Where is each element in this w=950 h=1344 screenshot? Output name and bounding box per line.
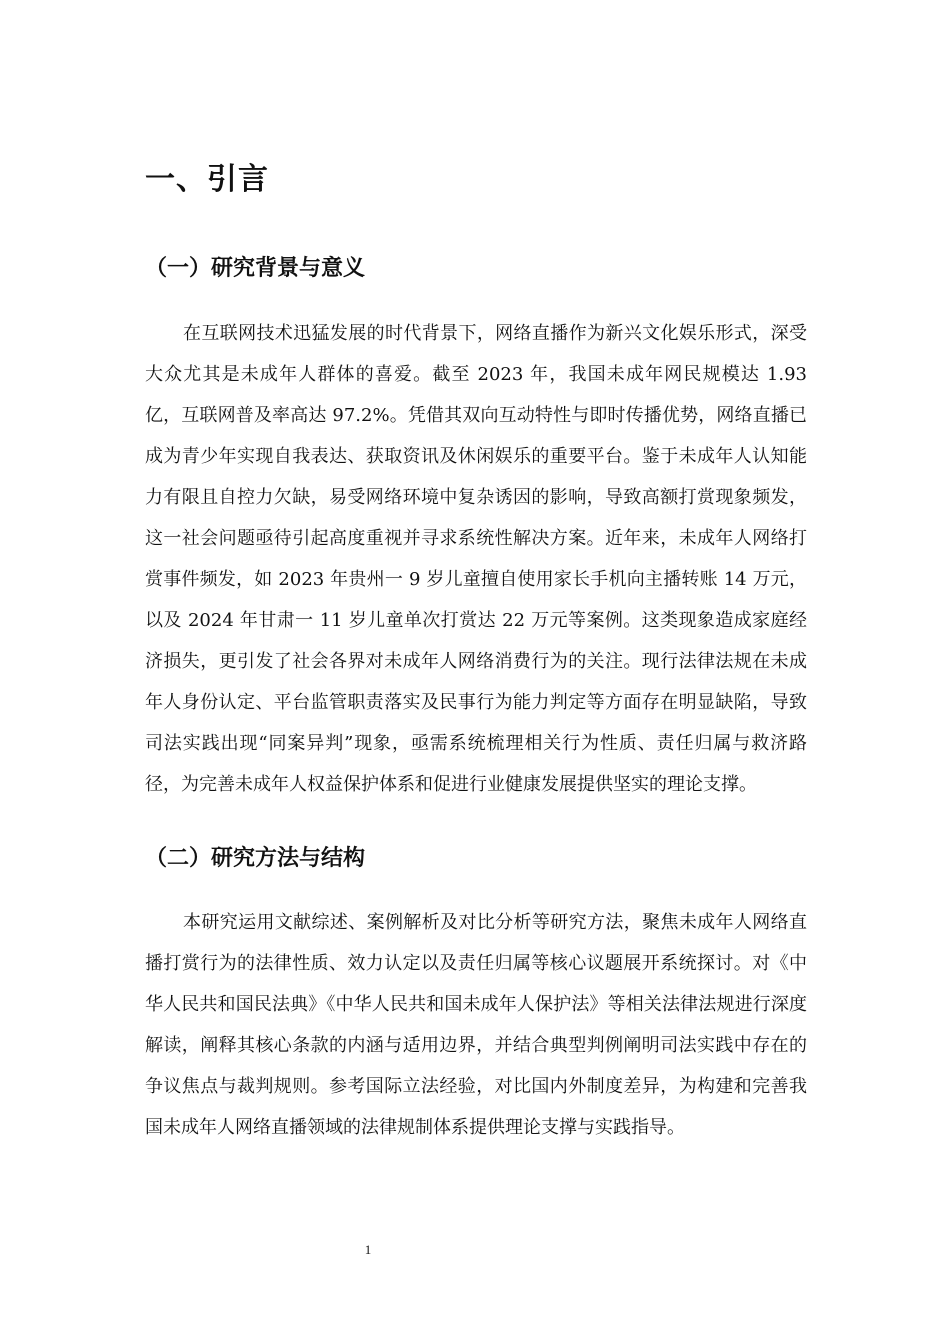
section-paragraph-methods: 本研究运用文献综述、案例解析及对比分析等研究方法，聚焦未成年人网络直播打赏行为的法律性质、效力认定以及责任归属等核心议题展开系统探讨。对《中华人民共和国民法典》《中华人民共和国未成年人保护法》等相关法律法规进行深度解读，阐释其核心条款的内涵与适用边界，并结合典型判例阐明司法实践中存在的争议焦点与裁判规则。参考国际立法经验，对比国内外制度差异，为构建和完善我国未成年人网络直播领域的法律规制体系提供理论支撑与实践指导。 [145,912,807,1138]
section-paragraph-background: 在互联网技术迅猛发展的时代背景下，网络直播作为新兴文化娱乐形式，深受大众尤其是未成年人群体的喜爱。截至 2023 年，我国未成年网民规模达 1.93 亿，互联网普及率高达 97.2%。凭借其双向互动特性与即时传播优势，网络直播已成为青少年实现自我表达、获取资讯及休闲娱乐的重要平台。鉴于未成年人认知能力有限且自控力欠缺，易受网络环境中复杂诱因的影响，导致高额打赏现象频发，这一社会问题亟待引起高度重视并寻求系统性解决方案。近年来，未成年人网络打赏事件频发，如 2023 年贵州一 9 岁儿童擅自使用家长手机向主播转账 14 万元，以及 2024 年甘肃一 11 岁儿童单次打赏达 22 万元等案例。这类现象造成家庭经济损失，更引发了社会各界对未成年人网络消费行为的关注。现行法律法规在未成年人身份认定、平台监管职责落实及民事行为能力判定等方面存在明显缺陷，导致司法实践出现“同案异判”现象，亟需系统梳理相关行为性质、责任归属与救济路径，为完善未成年人权益保护体系和促进行业健康发展提供坚实的理论支撑。 [145,323,807,795]
section-heading-methods: （二）研究方法与结构 [145,846,366,871]
chapter-title: 一、引言 [145,162,269,197]
section-heading-background: （一）研究背景与意义 [145,256,366,281]
page-number: 1 [364,1242,372,1257]
